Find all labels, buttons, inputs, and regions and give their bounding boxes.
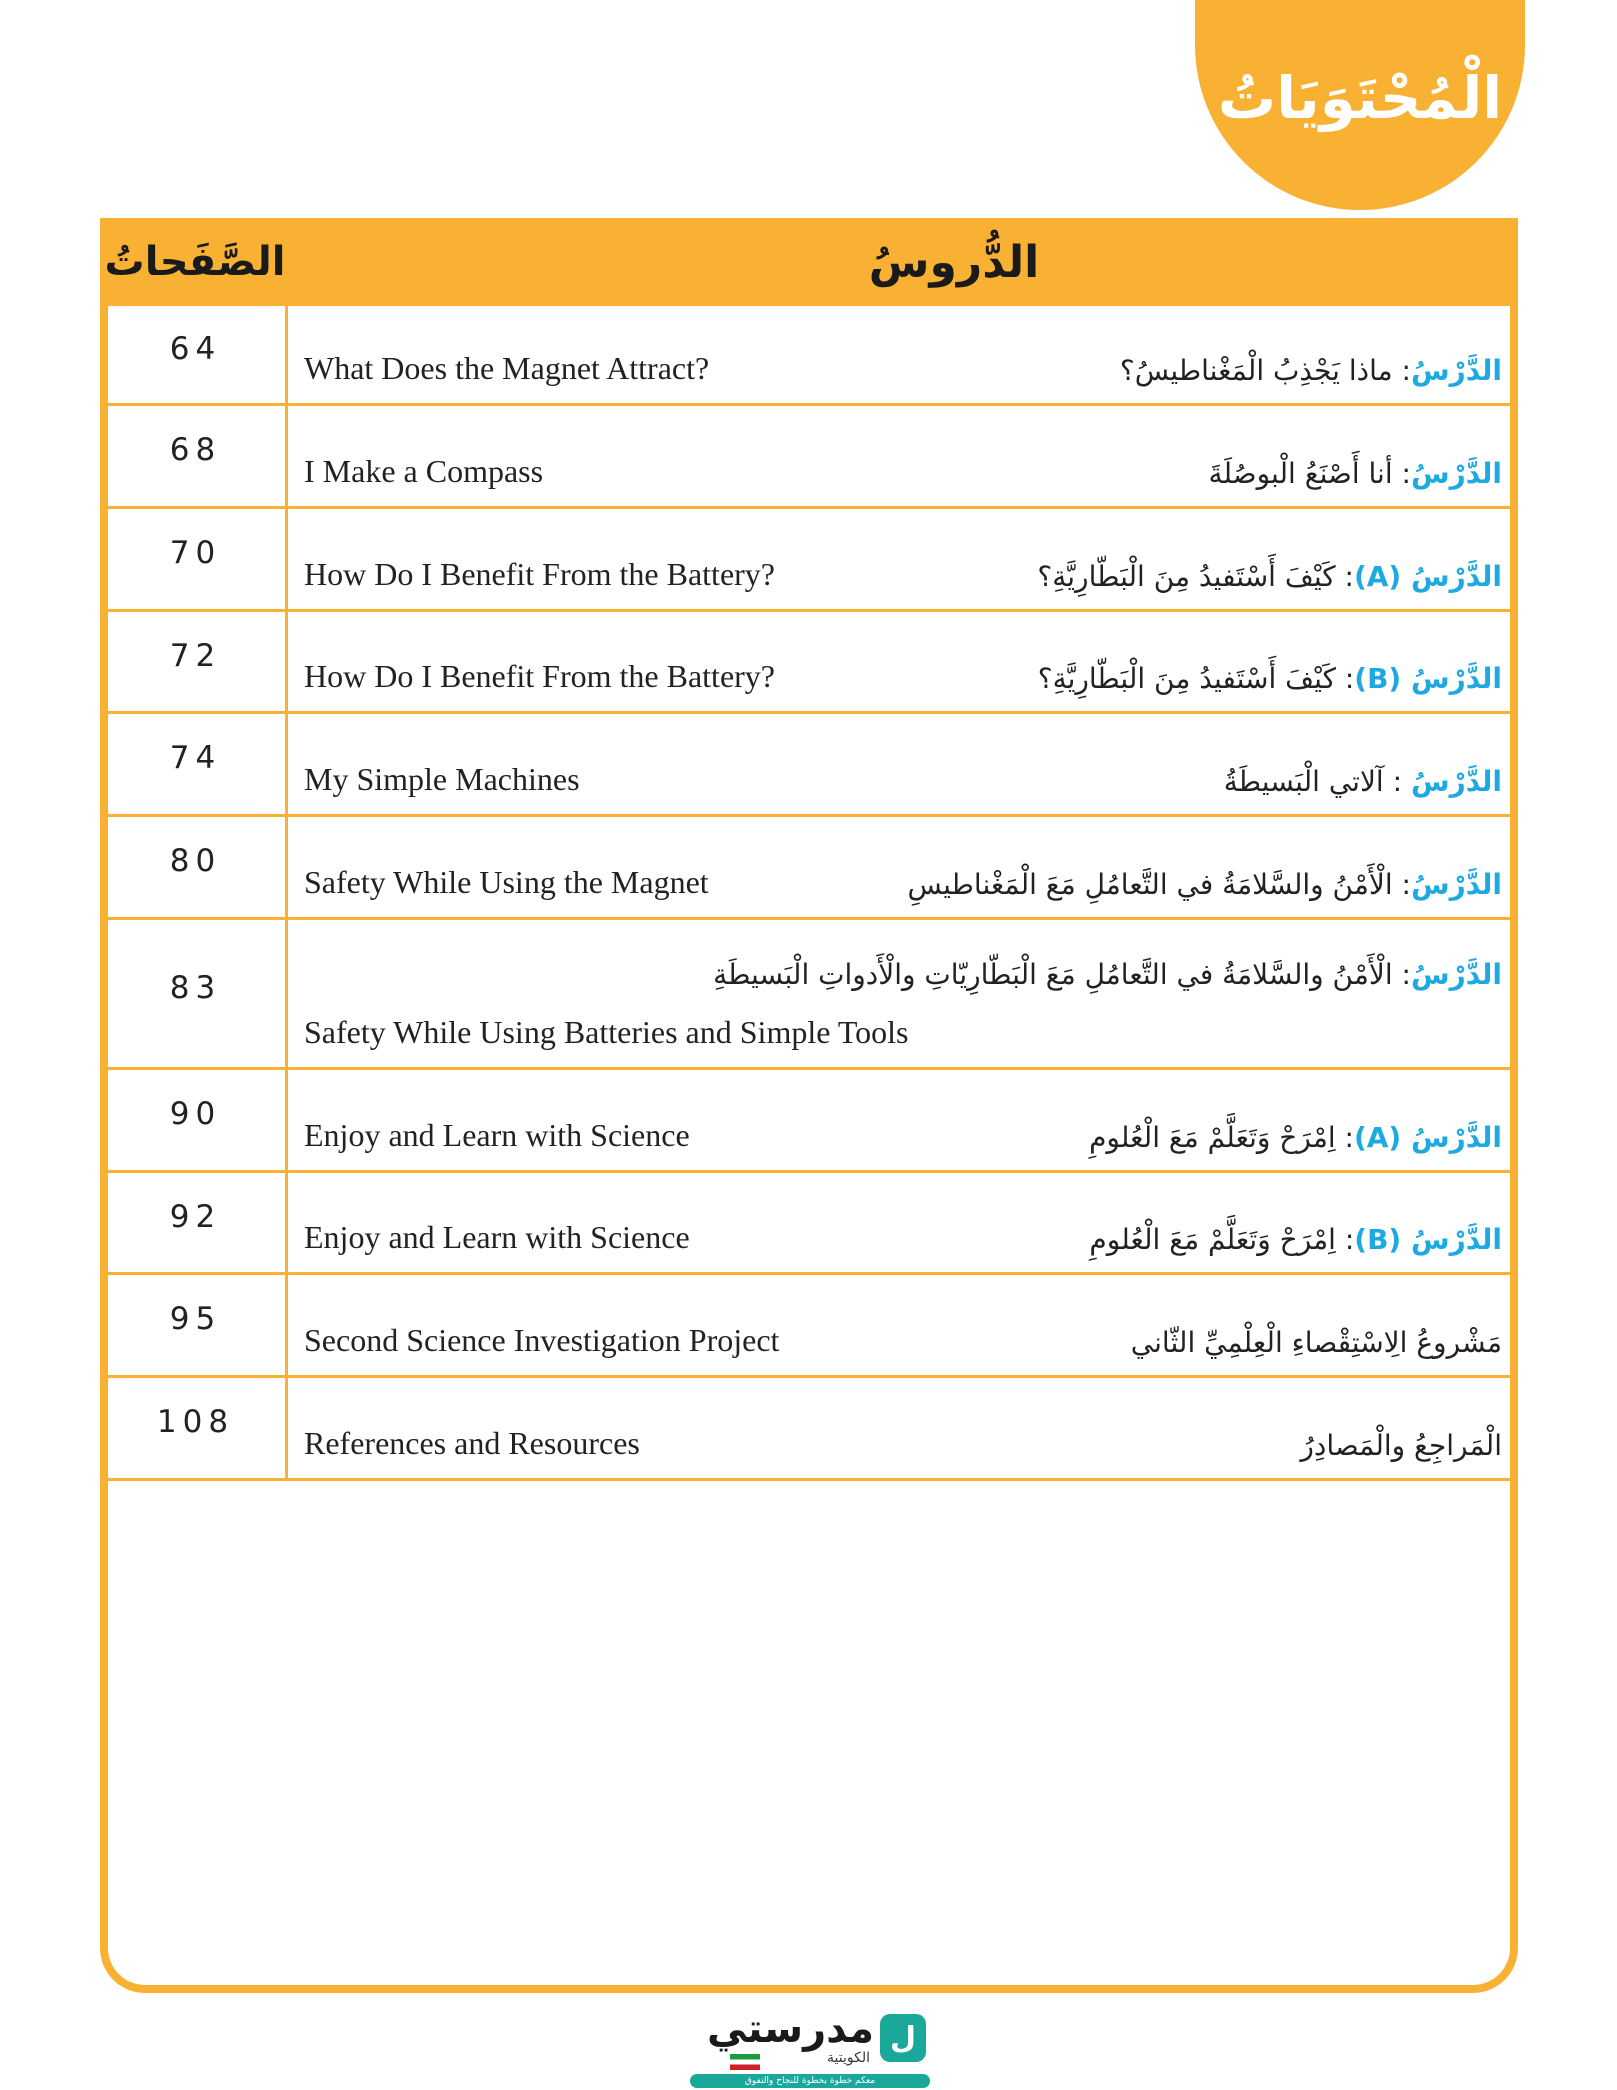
page-number: 95 [106,1275,288,1375]
lesson-title-ar-text: : آلاتي الْبَسيطَةُ [1223,765,1411,798]
brand-name: مدرستي [706,2006,874,2052]
lesson-title-en: My Simple Machines [304,761,580,797]
table-row[interactable] [106,1173,1512,1275]
brand-mark-icon: ل [880,2014,926,2062]
lesson-title-ar-text: : اِمْرَحْ وَتَعَلَّمْ مَعَ الْعُلومِ [1089,1223,1355,1256]
page-number: 68 [106,406,288,506]
page-number: 90 [106,1070,288,1170]
lesson-title-en: References and Resources [304,1425,640,1461]
lesson-label: الدَّرْسُ [1410,765,1502,798]
table-header [100,218,1518,306]
table-row[interactable] [106,714,1512,817]
table-row[interactable] [106,1378,1512,1481]
lesson-title-ar-text: : كَيْفَ أَسْتَفيدُ مِنَ الْبَطّارِيَّةِ؟ [1037,662,1355,695]
lesson-title-ar-text: : اِمْرَحْ وَتَعَلَّمْ مَعَ الْعُلومِ [1089,1121,1354,1154]
lesson-label: الدَّرْسُ [1410,457,1502,490]
page-number: 64 [106,306,288,403]
lesson-title-en: How Do I Benefit From the Battery? [304,658,775,694]
title-tab [1195,0,1525,210]
lesson-title-ar-text: : أنا أَصْنَعُ الْبوصُلَةَ [1208,457,1411,490]
lesson-label: الدَّرْسُ [1410,958,1502,991]
lesson-title-ar-text: : كَيْفَ أَسْتَفيدُ مِنَ الْبَطّارِيَّةِ؟ [1037,560,1354,593]
page-number: 108 [106,1378,288,1478]
lesson-title-ar [907,868,1502,901]
brand-tagline: معكم خطوة بخطوة للنجاح والتفوق [690,2074,930,2088]
lesson-title-en: Safety While Using Batteries and Simple Tools [304,1014,909,1050]
lesson-title-ar-text: الْمَراجِعُ والْمَصادِرُ [1300,1429,1502,1462]
table-row[interactable] [106,612,1512,714]
lesson-title-ar [1224,765,1502,798]
brand-logo [690,2006,930,2086]
lesson-title-en: Safety While Using the Magnet [304,864,709,900]
lesson-title-en: How Do I Benefit From the Battery? [304,556,775,592]
table-row[interactable] [106,920,1512,1070]
page-number: 92 [106,1173,288,1272]
header-pages: الصَّفَحاتُ [104,239,286,285]
lesson-title-ar [1038,662,1502,695]
lesson-title-en: Enjoy and Learn with Science [304,1219,690,1255]
lesson-title-ar-text: : الْأَمْنُ والسَّلامَةُ في التَّعامُلِ مَعَ الْمَغْناطيسِ [907,868,1411,901]
table-row[interactable] [106,817,1512,920]
lesson-title-ar [1120,354,1502,387]
page-number: 74 [106,714,288,814]
lesson-title-ar [1209,457,1502,490]
lesson-title-en: Second Science Investigation Project [304,1322,780,1358]
lesson-label: الدَّرْسُ (B) [1354,662,1502,695]
lesson-title-ar [1089,1223,1502,1256]
lesson-title-ar [713,958,1502,991]
lesson-title-ar [1037,560,1502,593]
lesson-title-ar-text: : ماذا يَجْذِبُ الْمَغْناطيسُ؟ [1119,354,1411,387]
lesson-label: الدَّرْسُ (B) [1354,1223,1502,1256]
lesson-label: الدَّرْسُ [1410,868,1502,901]
page-number: 70 [106,509,288,609]
lesson-title-ar [1131,1326,1502,1359]
lesson-title-ar [1300,1429,1502,1462]
header-lessons: الدُّروسُ [868,236,1040,288]
lesson-title-en: Enjoy and Learn with Science [304,1117,690,1153]
brand-sub: الكويتية [827,2050,870,2066]
contents-table [106,306,1512,1481]
page-title: الْمُحْتَوَيَاتُ [1217,63,1503,132]
kuwait-flag-icon [730,2054,760,2070]
lesson-label: الدَّرْسُ (A) [1353,560,1502,593]
lesson-title-en: I Make a Compass [304,453,544,489]
table-row[interactable] [106,306,1512,406]
lesson-title-ar-text: مَشْروعُ الِاسْتِقْصاءِ الْعِلْمِيِّ الثّاني [1130,1326,1502,1359]
lesson-title-ar-text: : الْأَمْنُ والسَّلامَةُ في التَّعامُلِ مَعَ الْبَطّارِيّاتِ والْأَدواتِ الْبَسيطَةِ [713,958,1411,991]
lesson-label: الدَّرْسُ (A) [1353,1121,1502,1154]
table-row[interactable] [106,509,1512,612]
table-row[interactable] [106,406,1512,509]
lesson-title-en: What Does the Magnet Attract? [304,350,710,386]
table-row[interactable] [106,1275,1512,1378]
page-number: 80 [106,817,288,917]
lesson-label: الدَّرْسُ [1410,354,1502,387]
lesson-title-ar [1089,1121,1502,1154]
table-row[interactable] [106,1070,1512,1173]
page-number: 83 [106,920,288,1067]
page-number: 72 [106,612,288,711]
